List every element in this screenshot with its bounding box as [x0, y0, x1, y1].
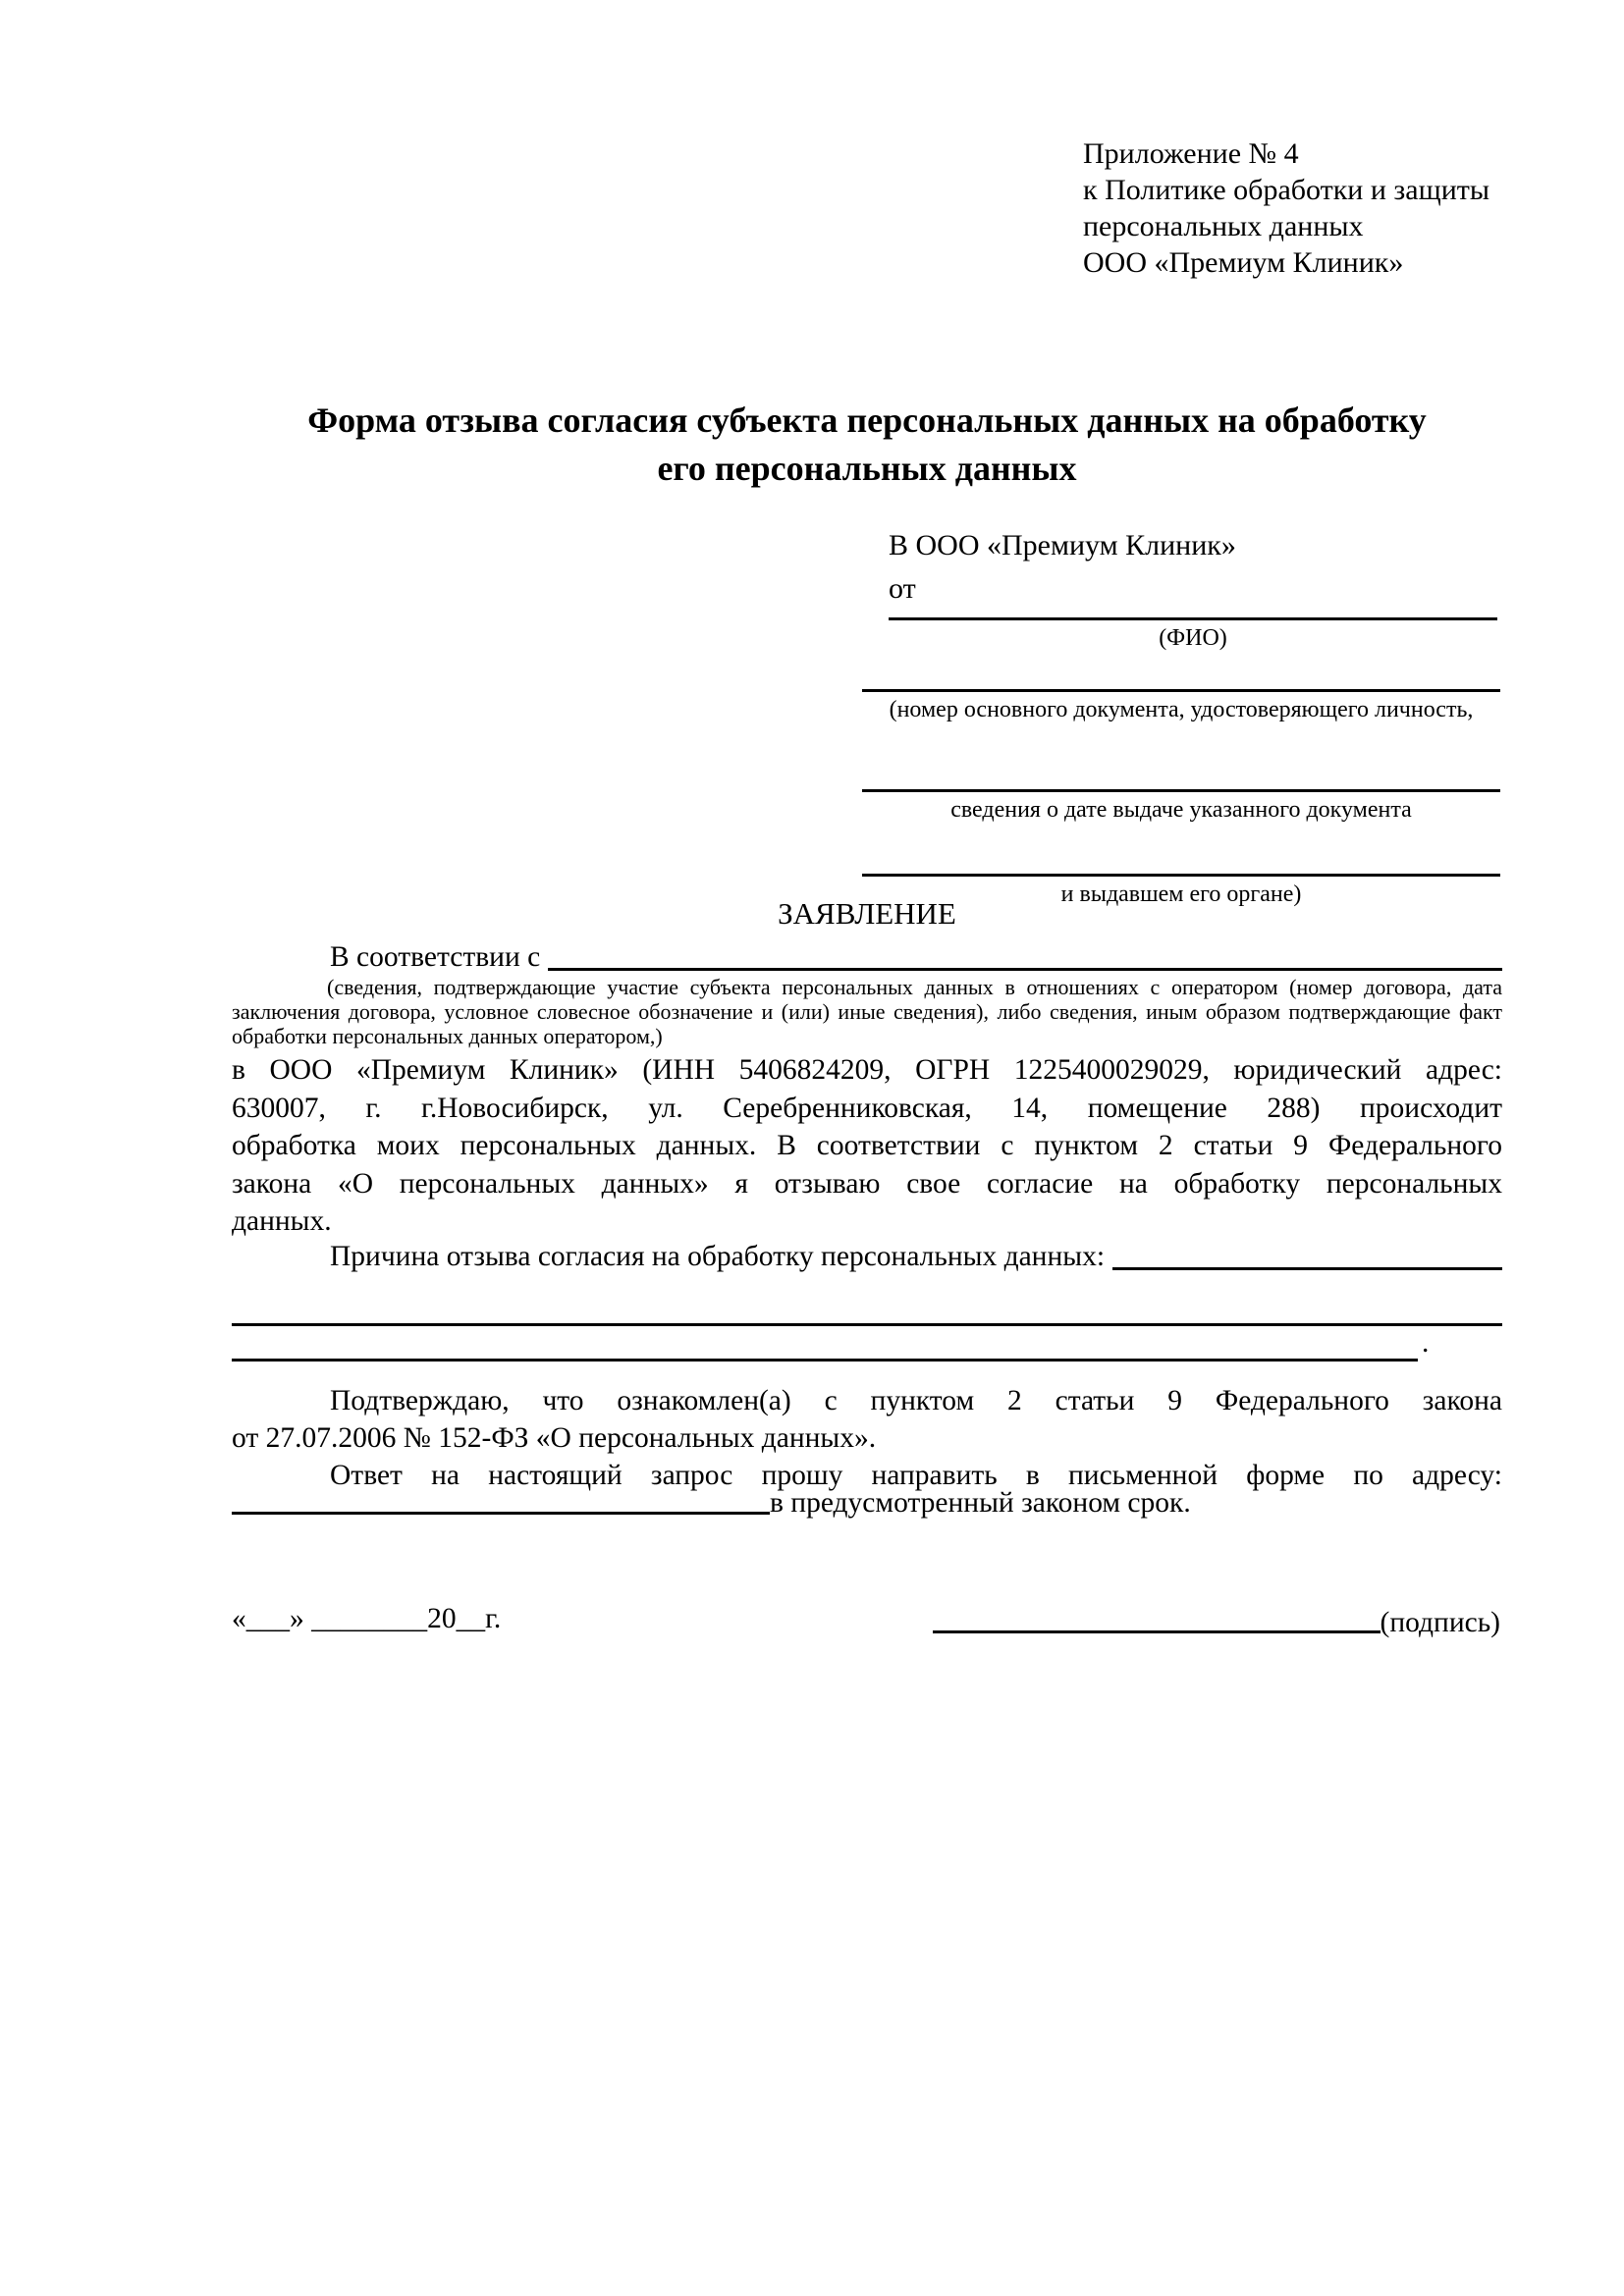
reason-label: Причина отзыва согласия на обработку персональных данных: [330, 1241, 1106, 1272]
appendix-line: к Политике обработки и защиты [1083, 174, 1490, 206]
period-after-blank: . [1422, 1327, 1430, 1359]
body-line: закона «О персональных данных» я отзываю свое согласие на обработку персональных [232, 1167, 1502, 1200]
confirmation-line-2: от 27.07.2006 № 152-ФЗ «О персональных данных». [232, 1422, 877, 1454]
reply-request-line-2 [232, 1480, 1502, 1520]
signature-row [933, 1598, 1500, 1639]
body-line: данных. [232, 1205, 332, 1237]
issue-date-caption: сведения о дате выдаче указанного документа [950, 797, 1412, 823]
note-line: (сведения, подтверждающие участие субъекта персональных данных в отношениях с оператором (номер договора, дата [327, 975, 1502, 999]
addressee-to: В ООО «Премиум Клиник» [889, 529, 1236, 561]
reason-blank-field[interactable] [1112, 1267, 1502, 1270]
body-line: в ООО «Премиум Клиник» (ИНН 5406824209, ОГРН 1225400029029, юридический адрес: [232, 1054, 1502, 1086]
addressee-from-label: от [889, 572, 916, 605]
fio-caption: (ФИО) [1159, 625, 1227, 651]
document-title [232, 397, 1502, 493]
reply-address-blank-field[interactable] [232, 1512, 770, 1515]
intro-row [232, 935, 1502, 977]
fio-blank-field[interactable] [889, 617, 1497, 620]
reason-row [232, 1235, 1502, 1276]
intro-prefix: В соответствии с [330, 941, 541, 973]
issuing-authority-blank-field[interactable] [862, 874, 1500, 877]
basis-blank-field[interactable] [548, 968, 1502, 971]
intro-note [232, 975, 1502, 1048]
issue-date-blank-field[interactable] [862, 789, 1500, 792]
reply-request-suffix: в предусмотренный законом срок. [770, 1487, 1191, 1519]
note-line: обработки персональных данных оператором,) [232, 1024, 663, 1048]
date-blank-line[interactable]: «___» ________20__г. [232, 1603, 502, 1634]
statement-heading: ЗАЯВЛЕНИЕ [778, 896, 956, 931]
title-line-1: Форма отзыва согласия субъекта персональных данных на обработку [307, 400, 1427, 440]
title-line-2: его персональных данных [657, 449, 1077, 488]
appendix-block [1083, 135, 1489, 281]
signature-caption: (подпись) [1380, 1607, 1500, 1638]
reply-request-line-1: Ответ на настоящий запрос прошу направить в письменной форме по адресу: [330, 1460, 1502, 1491]
signature-blank-field[interactable] [933, 1630, 1380, 1633]
issuing-authority-caption: и выдавшем его органе) [1060, 881, 1302, 907]
body-line: 630007, г. г.Новосибирск, ул. Серебренниковская, 14, помещение 288) происходит [232, 1092, 1502, 1124]
appendix-line: персональных данных [1083, 210, 1364, 242]
confirmation-line-1: Подтверждаю, что ознакомлен(а) с пунктом 2 статьи 9 Федерального закона [330, 1385, 1502, 1416]
document-number-blank-field[interactable] [862, 689, 1500, 692]
reason-continuation-blank-2[interactable] [232, 1321, 1418, 1362]
main-paragraph [232, 1051, 1502, 1241]
body-line: обработка моих персональных данных. В соответствии с пунктом 2 статьи 9 Федерального [232, 1130, 1502, 1161]
appendix-line: Приложение № 4 [1083, 137, 1299, 170]
appendix-line: ООО «Премиум Клиник» [1083, 246, 1404, 279]
note-line: заключения договора, условное словесное обозначение и (или) иные сведения), либо сведения, иным образом подтверждающие факт [232, 999, 1502, 1024]
document-number-caption: (номер основного документа, удостоверяющего личность, [889, 697, 1474, 722]
